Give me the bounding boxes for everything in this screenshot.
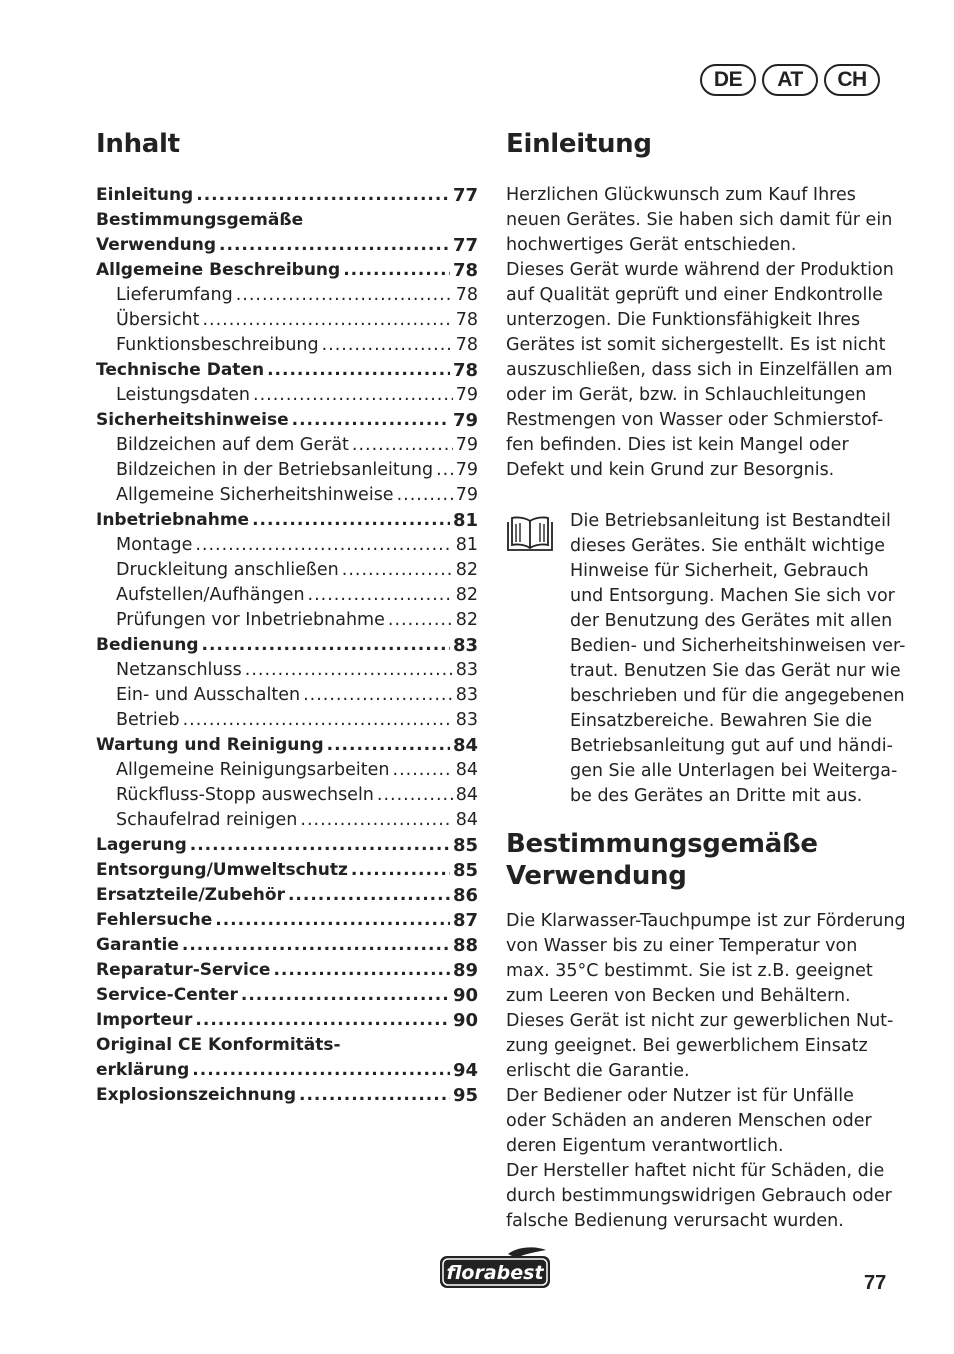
toc-entry-label: Bedienung: [96, 635, 199, 655]
toc-entry-label: Explosionszeichnung: [96, 1085, 297, 1105]
toc-entry-label: Importeur: [96, 1010, 193, 1030]
toc-entry-page: 84: [455, 760, 478, 780]
intended-use-text: Die Klarwasser-Tauchpumpe ist zur Förderung von Wasser bis zu einer Temperatur von max. 35°C bestimmt. Sie ist z.B. geeignet zum Leeren von Becken und Behältern. Dieses Gerät ist nicht zur gewerblichen Nut- zung geeignet. Bei gewerblichem Einsatz erlischt die Garantie. Der Bediener oder Nutzer ist für Unfälle oder Schäden an anderen Menschen oder deren Eigentum verantwortlich. Der Hersteller haftet nicht für Schäden, die durch bestimmungswidrigen Gebrauch oder falsche Bedienung verursacht wurden.: [506, 911, 906, 1231]
toc-subentry[interactable]: [96, 608, 478, 633]
toc-entry[interactable]: [96, 733, 478, 758]
toc-entry[interactable]: [96, 1033, 478, 1058]
table-of-contents: [96, 183, 478, 1108]
toc-entry-page: 86: [452, 885, 478, 906]
toc-entry-page: 94: [452, 1060, 478, 1081]
toc-entry-label: Technische Daten: [96, 360, 265, 380]
toc-leader-dots: [393, 758, 453, 783]
toc-subentry[interactable]: [96, 458, 478, 483]
intro-text: Herzlichen Glückwunsch zum Kauf Ihres neuen Gerätes. Sie haben sich damit für ein hochwertiges Gerät entschieden. Dieses Gerät wurde während der Produktion auf Qualität geprüft und einer Endkontrolle unterzogen. Die Funktionsfähigkeit Ihres Gerätes ist somit sichergestellt. Es ist nicht auszuschließen, dass sich in Einzelfällen am oder im Gerät, bzw. in Schlauchleitungen Restmengen von Wasser oder Schmierstof- fen befinden. Dies ist kein Mangel oder Defekt und kein Grund zur Besorgnis.: [506, 185, 894, 480]
toc-subentry[interactable]: [96, 283, 478, 308]
manual-note-text: Die Betriebsanleitung ist Bestandteil dieses Gerätes. Sie enthält wichtige Hinweise für Sicherheit, Gebrauch und Entsorgung. Machen Sie sich vor der Benutzung des Gerätes mit allen Bedien- und Sicherheitshinweisen ver- traut. Benutzen Sie das Gerät nur wie beschrieben und für die angegebenen Einsatzbereiche. Bewahren Sie die Betriebsanleitung gut auf und händi- gen Sie alle Unterlagen bei Weiterga- be des Gerätes an Dritte mit aus.: [570, 511, 906, 806]
toc-entry-page: 84: [455, 785, 478, 805]
country-badge-ch: CH: [824, 64, 880, 96]
toc-entry-label: Übersicht: [116, 310, 200, 330]
toc-entry-label: Montage: [116, 535, 193, 555]
toc-entry-page: 82: [455, 585, 478, 605]
toc-title: Inhalt: [96, 129, 180, 159]
toc-entry-page: 78: [455, 335, 478, 355]
manual-book-icon: [506, 515, 554, 551]
toc-entry-label: Bildzeichen auf dem Gerät: [116, 435, 349, 455]
toc-entry-page: 83: [455, 710, 478, 730]
toc-leader-dots: [303, 683, 453, 708]
toc-leader-dots: [182, 933, 450, 958]
toc-entry-label: Lieferumfang: [116, 285, 233, 305]
toc-leader-dots: [342, 558, 453, 583]
toc-leader-dots: [195, 533, 452, 558]
toc-subentry[interactable]: [96, 333, 478, 358]
toc-leader-dots: [288, 883, 450, 908]
toc-entry-label: Original CE Konformitäts-: [96, 1035, 341, 1055]
toc-entry-page: 83: [455, 660, 478, 680]
toc-leader-dots: [308, 583, 453, 608]
toc-entry-page: 79: [455, 435, 478, 455]
toc-leader-dots: [195, 1008, 450, 1033]
toc-entry-page: 78: [455, 285, 478, 305]
toc-subentry[interactable]: [96, 383, 478, 408]
toc-subentry[interactable]: [96, 558, 478, 583]
toc-leader-dots: [377, 783, 453, 808]
toc-entry-label: Einleitung: [96, 185, 194, 205]
toc-entry-label: Druckleitung anschließen: [116, 560, 339, 580]
toc-leader-dots: [267, 358, 450, 383]
toc-entry-label: Bildzeichen in der Betriebsanleitung: [116, 460, 434, 480]
country-badges: [700, 64, 880, 96]
toc-entry-label: Sicherheitshinweise: [96, 410, 289, 430]
toc-leader-dots: [327, 733, 450, 758]
toc-entry[interactable]: [96, 183, 478, 208]
toc-entry-label: Prüfungen vor Inbetriebnahme: [116, 610, 385, 630]
toc-entry-page: 78: [455, 310, 478, 330]
toc-entry-label: Ein- und Ausschalten: [116, 685, 301, 705]
toc-subentry[interactable]: [96, 583, 478, 608]
toc-entry-page: 88: [452, 935, 478, 956]
toc-entry-page: 78: [452, 260, 478, 281]
toc-entry-page: 82: [455, 610, 478, 630]
toc-leader-dots: [190, 833, 450, 858]
intended-use-heading-line1: Bestimmungsgemäße: [506, 829, 818, 859]
toc-leader-dots: [322, 333, 453, 358]
toc-entry-page: 79: [455, 485, 478, 505]
toc-entry-page: 82: [455, 560, 478, 580]
toc-leader-dots: [253, 383, 453, 408]
toc-leader-dots: [241, 983, 450, 1008]
toc-leader-dots: [183, 708, 453, 733]
toc-entry[interactable]: [96, 633, 478, 658]
toc-entry-page: 78: [452, 360, 478, 381]
florabest-logo-text: florabest: [446, 1262, 544, 1284]
toc-leader-dots: [192, 1058, 450, 1083]
toc-entry[interactable]: [96, 258, 478, 283]
toc-entry-label: Betrieb: [116, 710, 180, 730]
intended-use-heading-line2: Verwendung: [506, 861, 687, 891]
toc-entry-label: Entsorgung/Umweltschutz: [96, 860, 348, 880]
toc-subentry[interactable]: [96, 758, 478, 783]
toc-entry[interactable]: [96, 1083, 478, 1108]
toc-subentry[interactable]: [96, 308, 478, 333]
toc-entry-page: 90: [452, 1010, 478, 1031]
toc-leader-dots: [245, 658, 453, 683]
toc-leader-dots: [202, 308, 452, 333]
toc-subentry[interactable]: [96, 708, 478, 733]
toc-entry-label: erklärung: [96, 1060, 190, 1080]
toc-entry[interactable]: [96, 508, 478, 533]
toc-entry-page: 87: [452, 910, 478, 931]
toc-entry-page: 90: [452, 985, 478, 1006]
toc-entry-label: Reparatur-Service: [96, 960, 271, 980]
toc-entry[interactable]: [96, 958, 478, 983]
toc-leader-dots: [352, 433, 453, 458]
toc-entry-label: Inbetriebnahme: [96, 510, 250, 530]
toc-entry-label: Rückfluss-Stopp auswechseln: [116, 785, 374, 805]
toc-subentry[interactable]: [96, 783, 478, 808]
toc-entry-label: Verwendung: [96, 235, 217, 255]
toc-leader-dots: [300, 808, 452, 833]
toc-leader-dots: [351, 858, 450, 883]
toc-entry[interactable]: [96, 408, 478, 433]
toc-leader-dots: [252, 508, 450, 533]
toc-entry-label: Lagerung: [96, 835, 187, 855]
toc-entry[interactable]: [96, 208, 478, 233]
toc-entry-page: 77: [452, 185, 478, 206]
toc-entry-label: Wartung und Reinigung: [96, 735, 324, 755]
toc-entry-page: 95: [452, 1085, 478, 1106]
toc-subentry[interactable]: [96, 483, 478, 508]
toc-entry-page: 85: [452, 860, 478, 881]
toc-entry[interactable]: [96, 358, 478, 383]
toc-leader-dots: [397, 483, 453, 508]
toc-entry-label: Service-Center: [96, 985, 238, 1005]
toc-entry-page: 85: [452, 835, 478, 856]
toc-subentry[interactable]: [96, 533, 478, 558]
toc-entry[interactable]: [96, 233, 478, 258]
toc-leader-dots: [215, 908, 450, 933]
toc-subentry[interactable]: [96, 683, 478, 708]
toc-entry[interactable]: [96, 983, 478, 1008]
toc-entry[interactable]: [96, 883, 478, 908]
toc-subentry[interactable]: [96, 808, 478, 833]
toc-entry-page: 79: [455, 460, 478, 480]
toc-subentry[interactable]: [96, 433, 478, 458]
toc-entry-page: 79: [452, 410, 478, 431]
toc-leader-dots: [299, 1083, 450, 1108]
toc-leader-dots: [273, 958, 449, 983]
toc-entry-label: Allgemeine Sicherheitshinweise: [116, 485, 394, 505]
toc-leader-dots: [292, 408, 450, 433]
country-badge-de: DE: [700, 64, 756, 96]
toc-leader-dots: [388, 608, 453, 633]
toc-entry-label: Ersatzteile/Zubehör: [96, 885, 285, 905]
toc-entry[interactable]: [96, 1058, 478, 1083]
toc-entry[interactable]: [96, 858, 478, 883]
toc-leader-dots: [196, 183, 450, 208]
country-badge-at: AT: [762, 64, 818, 96]
intended-use-heading: [506, 828, 818, 892]
toc-entry[interactable]: [96, 908, 478, 933]
toc-leader-dots: [236, 283, 453, 308]
toc-entry-label: Allgemeine Reinigungsarbeiten: [116, 760, 390, 780]
toc-entry-label: Allgemeine Beschreibung: [96, 260, 341, 280]
toc-entry-page: 84: [455, 810, 478, 830]
toc-entry[interactable]: [96, 1008, 478, 1033]
toc-leader-dots: [219, 233, 450, 258]
toc-entry-page: 83: [452, 635, 478, 656]
toc-entry-label: Leistungsdaten: [116, 385, 251, 405]
toc-entry-label: Schaufelrad reinigen: [116, 810, 298, 830]
toc-entry[interactable]: [96, 833, 478, 858]
toc-leader-dots: [343, 258, 450, 283]
toc-entry-label: Bestimmungsgemäße: [96, 210, 304, 230]
toc-entry-page: 81: [455, 535, 478, 555]
toc-subentry[interactable]: [96, 658, 478, 683]
toc-entry-label: Aufstellen/Aufhängen: [116, 585, 305, 605]
toc-entry-page: 81: [452, 510, 478, 531]
toc-entry-page: 84: [452, 735, 478, 756]
toc-entry-label: Netzanschluss: [116, 660, 242, 680]
toc-entry-label: Fehlersuche: [96, 910, 213, 930]
toc-entry-page: 89: [452, 960, 478, 981]
toc-leader-dots: [202, 633, 450, 658]
toc-entry-page: 83: [455, 685, 478, 705]
toc-entry-label: Garantie: [96, 935, 179, 955]
florabest-logo: [438, 1246, 552, 1290]
toc-entry-label: Funktionsbeschreibung: [116, 335, 319, 355]
intro-heading: Einleitung: [506, 129, 652, 159]
toc-entry-page: 77: [452, 235, 478, 256]
toc-entry[interactable]: [96, 933, 478, 958]
toc-leader-dots: [436, 458, 453, 483]
page-number: 77: [864, 1272, 887, 1294]
toc-entry-page: 79: [455, 385, 478, 405]
